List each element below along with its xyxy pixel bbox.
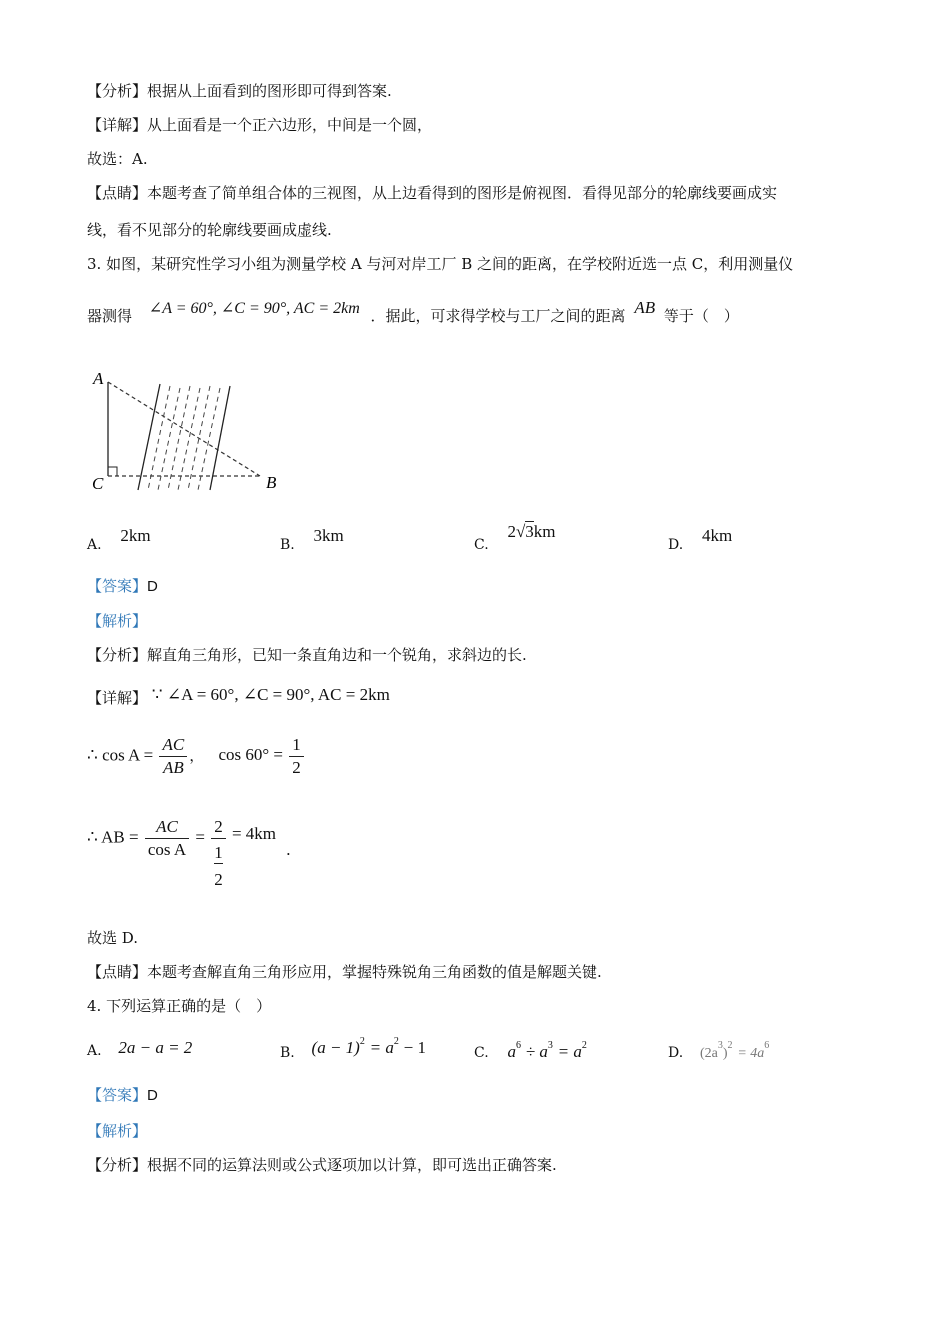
q3-period: . <box>286 840 291 859</box>
q4-option-a-label: A. <box>87 1043 102 1059</box>
q3-big-num: 2 <box>211 816 226 839</box>
q3-option-a-label: A. <box>87 537 102 553</box>
q3-comment: 【点睛】本题考查解直角三角形应用，掌握特殊锐角三角函数的值是解题关键. <box>87 963 602 981</box>
q3-detail <box>87 685 390 708</box>
q3-cos60-prefix: cos 60° = <box>218 745 284 765</box>
prev-comment-line1: 【点睛】本题考查了简单组合体的三视图，从上边看得到的图形是俯视图．看得见部分的轮廓线要画成实 <box>87 184 778 202</box>
q3-given-formula: ∠A = 60°, ∠C = 90°, AC = 2km <box>148 300 360 317</box>
q3-cos-line <box>87 734 306 779</box>
q4-answer <box>87 1086 158 1106</box>
label-b: B <box>266 473 277 492</box>
q3-ab-num: AC <box>145 816 189 839</box>
q4-stem: 4. 下列运算正确的是（ ） <box>87 997 272 1015</box>
prev-choice: 故选：A. <box>87 150 148 168</box>
q4-option-d-mid: ) <box>722 1046 728 1061</box>
q3-half-num: 1 <box>214 843 223 862</box>
q4-option-d-e2: 2 <box>727 1040 733 1051</box>
q3-cos-den: AB <box>162 758 184 777</box>
q3-cos-prefix: ∴ cos A = <box>87 745 154 765</box>
q3-stem-end: 等于（ ） <box>663 307 739 325</box>
q3-option-c <box>474 522 556 553</box>
q4-option-d <box>668 1040 769 1062</box>
q3-cos60-num: 1 <box>289 734 304 757</box>
label-a: A <box>93 369 104 388</box>
prev-detail: 【详解】从上面看是一个正六边形，中间是一个圆， <box>87 116 433 134</box>
q4-analysis: 【分析】根据不同的运算法则或公式逐项加以计算，即可选出正确答案. <box>87 1156 557 1174</box>
q3-option-b-label: B. <box>280 537 295 553</box>
q3-choice: 故选 D. <box>87 929 139 947</box>
q4-option-b-tail: − 1 <box>403 1038 426 1057</box>
prev-analysis: 【分析】根据从上面看到的图形即可得到答案. <box>87 82 392 100</box>
q4-option-b-base: (a − 1) <box>311 1038 360 1057</box>
q3-answer <box>87 577 158 597</box>
q4-answer-value: D <box>147 1087 158 1104</box>
q4-option-c <box>474 1040 587 1062</box>
q3-option-a <box>87 526 151 553</box>
q3-ab-line <box>87 816 291 890</box>
river-bank-left <box>138 384 160 490</box>
q3-cos60-fraction <box>289 734 304 779</box>
q3-option-d-value: 4km <box>701 526 733 545</box>
q3-solution-tag: 【解析】 <box>87 612 148 630</box>
q3-stem-middle: ．据此，可求得学校与工厂之间的距离 <box>370 307 626 325</box>
q4-answer-tag: 【答案】 <box>87 1087 148 1104</box>
q4-solution-tag: 【解析】 <box>87 1122 148 1140</box>
q3-analysis: 【分析】解直角三角形，已知一条直角边和一个锐角，求斜边的长. <box>87 646 527 664</box>
q4-option-d-eq: = 4a <box>737 1046 765 1061</box>
q3-compound-fraction <box>211 816 226 890</box>
q3-stem-line2 <box>87 298 739 327</box>
q3-option-c-coef: 2 <box>507 522 516 541</box>
q3-ab-den: cos A <box>147 840 187 859</box>
q4-option-b-rest-exp: 2 <box>393 1036 399 1047</box>
q3-option-c-unit: km <box>533 522 556 541</box>
q3-eq: = <box>195 827 205 847</box>
river-hatching <box>148 386 220 490</box>
q4-option-c-e1: 6 <box>515 1040 521 1051</box>
q3-ab-fraction <box>145 816 189 861</box>
q4-option-b-rest: = a <box>369 1038 394 1057</box>
q3-cos-fraction <box>159 734 187 779</box>
q3-option-a-value: 2km <box>120 526 151 545</box>
q3-cos-num: AC <box>159 734 187 757</box>
q4-option-c-op: ÷ a <box>525 1042 548 1061</box>
q3-option-d <box>668 526 733 553</box>
q4-option-c-a: a <box>507 1042 516 1061</box>
q3-option-c-label: C. <box>474 537 489 553</box>
q3-option-d-label: D. <box>668 537 684 553</box>
q3-detail-tag: 【详解】 <box>87 689 148 707</box>
q3-comma: ， <box>189 748 205 765</box>
sqrt-icon: √ <box>515 522 526 541</box>
q3-ab-prefix: ∴ AB = <box>87 827 139 847</box>
q3-half-fraction <box>211 843 226 890</box>
q3-ab-symbol: AB <box>634 298 656 317</box>
river-bank-right <box>210 386 230 490</box>
q3-detail-eq: ∵ ∠A = 60°, ∠C = 90°, AC = 2km <box>151 685 390 704</box>
q3-option-b <box>280 526 344 553</box>
q4-option-d-e3: 6 <box>764 1040 770 1051</box>
q3-option-b-value: 3km <box>313 526 344 545</box>
q4-option-d-pre: (2a <box>699 1046 718 1061</box>
q4-option-d-e1: 3 <box>717 1040 723 1051</box>
q4-option-a <box>87 1040 192 1060</box>
q4-option-c-label: C. <box>474 1045 489 1061</box>
q3-half-den: 2 <box>214 870 223 889</box>
right-angle-mark <box>108 467 117 476</box>
q4-option-b <box>280 1036 426 1061</box>
q3-result: = 4km <box>231 824 276 843</box>
label-c: C <box>92 474 104 493</box>
q4-option-b-exp: 2 <box>359 1036 365 1047</box>
prev-comment-line2: 线，看不见部分的轮廓线要画成虚线. <box>87 221 332 239</box>
q4-option-d-label: D. <box>668 1045 684 1061</box>
q3-stem-prefix: 器测得 <box>87 307 133 325</box>
q3-answer-value: D <box>147 578 158 595</box>
q4-option-c-eq: = a <box>557 1042 582 1061</box>
q4-option-c-e2: 3 <box>547 1040 553 1051</box>
q3-stem-line1: 3. 如图，某研究性学习小组为测量学校 A 与河对岸工厂 B 之间的距离，在学校附近选一点 C，利用测量仪 <box>87 255 794 273</box>
q3-figure <box>88 364 288 496</box>
q3-option-c-radicand: 3 <box>525 522 534 541</box>
q4-option-c-e3: 2 <box>581 1040 587 1051</box>
q4-option-b-label: B. <box>280 1045 295 1061</box>
q4-option-a-expr: 2a − a = 2 <box>118 1038 193 1057</box>
q3-cos60-den: 2 <box>292 758 301 777</box>
q3-answer-tag: 【答案】 <box>87 578 148 595</box>
